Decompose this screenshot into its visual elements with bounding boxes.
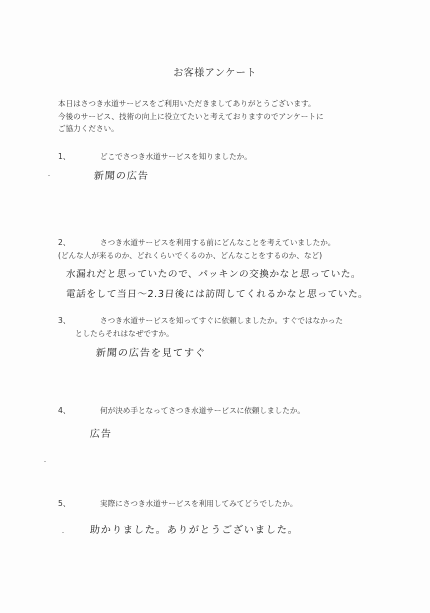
scan-speck (48, 175, 50, 176)
question-1 (58, 151, 252, 164)
question-number: 4、 (58, 406, 71, 415)
answer-5: 助かりました。ありがとうございました。 (89, 525, 300, 536)
question-5 (58, 498, 297, 511)
scan-speck (62, 532, 64, 533)
question-4 (58, 405, 305, 418)
answer-4: 広告 (89, 429, 113, 440)
question-text: どこでさつき水道サービスを知りましたか。 (100, 152, 252, 161)
question-2 (58, 237, 335, 262)
question-text: 何が決め手となってさつき水道サービスに依頼しましたか。 (100, 406, 306, 415)
question-text: さつき水道サービスを利用する前にどんなことを考えていましたか。 (100, 238, 336, 247)
question-number: 2、 (58, 238, 71, 247)
answer-3: 新聞の広告を見てすぐ (95, 348, 207, 359)
answer-2-line-1: 水漏れだと思っていたので、パッキンの交換かなと思っていた。 (65, 269, 362, 280)
question-text-cont: としたらそれはなぜですか。 (75, 328, 174, 338)
question-number: 3、 (58, 316, 71, 325)
intro-text (58, 98, 388, 136)
answer-1: 新聞の広告 (93, 171, 150, 182)
question-number: 5、 (58, 499, 71, 508)
question-text: 実際にさつき水道サービスを利用してみてどうでしたか。 (100, 499, 298, 508)
scan-speck (44, 461, 46, 462)
question-3 (58, 315, 343, 340)
intro-line: ご協力ください。 (58, 124, 119, 133)
question-text: さつき水道サービスを知ってすぐに依頼しましたか。すぐではなかった (100, 316, 343, 325)
answer-2-line-2: 電話をして当日〜2.3日後には訪問してくれるかなと思っていた。 (65, 289, 369, 300)
question-text-cont: (どんな人が来るのか、どれくらいでくるのか、どんなことをするのか、など) (58, 250, 323, 260)
intro-line: 今後のサービス、技術の向上に役立てたいと考えておりますのでアンケートに (58, 111, 324, 121)
intro-line: 本日はさつき水道サービスをご利用いただきましてありがとうございます。 (58, 99, 316, 108)
question-number: 1、 (58, 152, 71, 161)
page-title: お客様アンケート (173, 68, 257, 79)
